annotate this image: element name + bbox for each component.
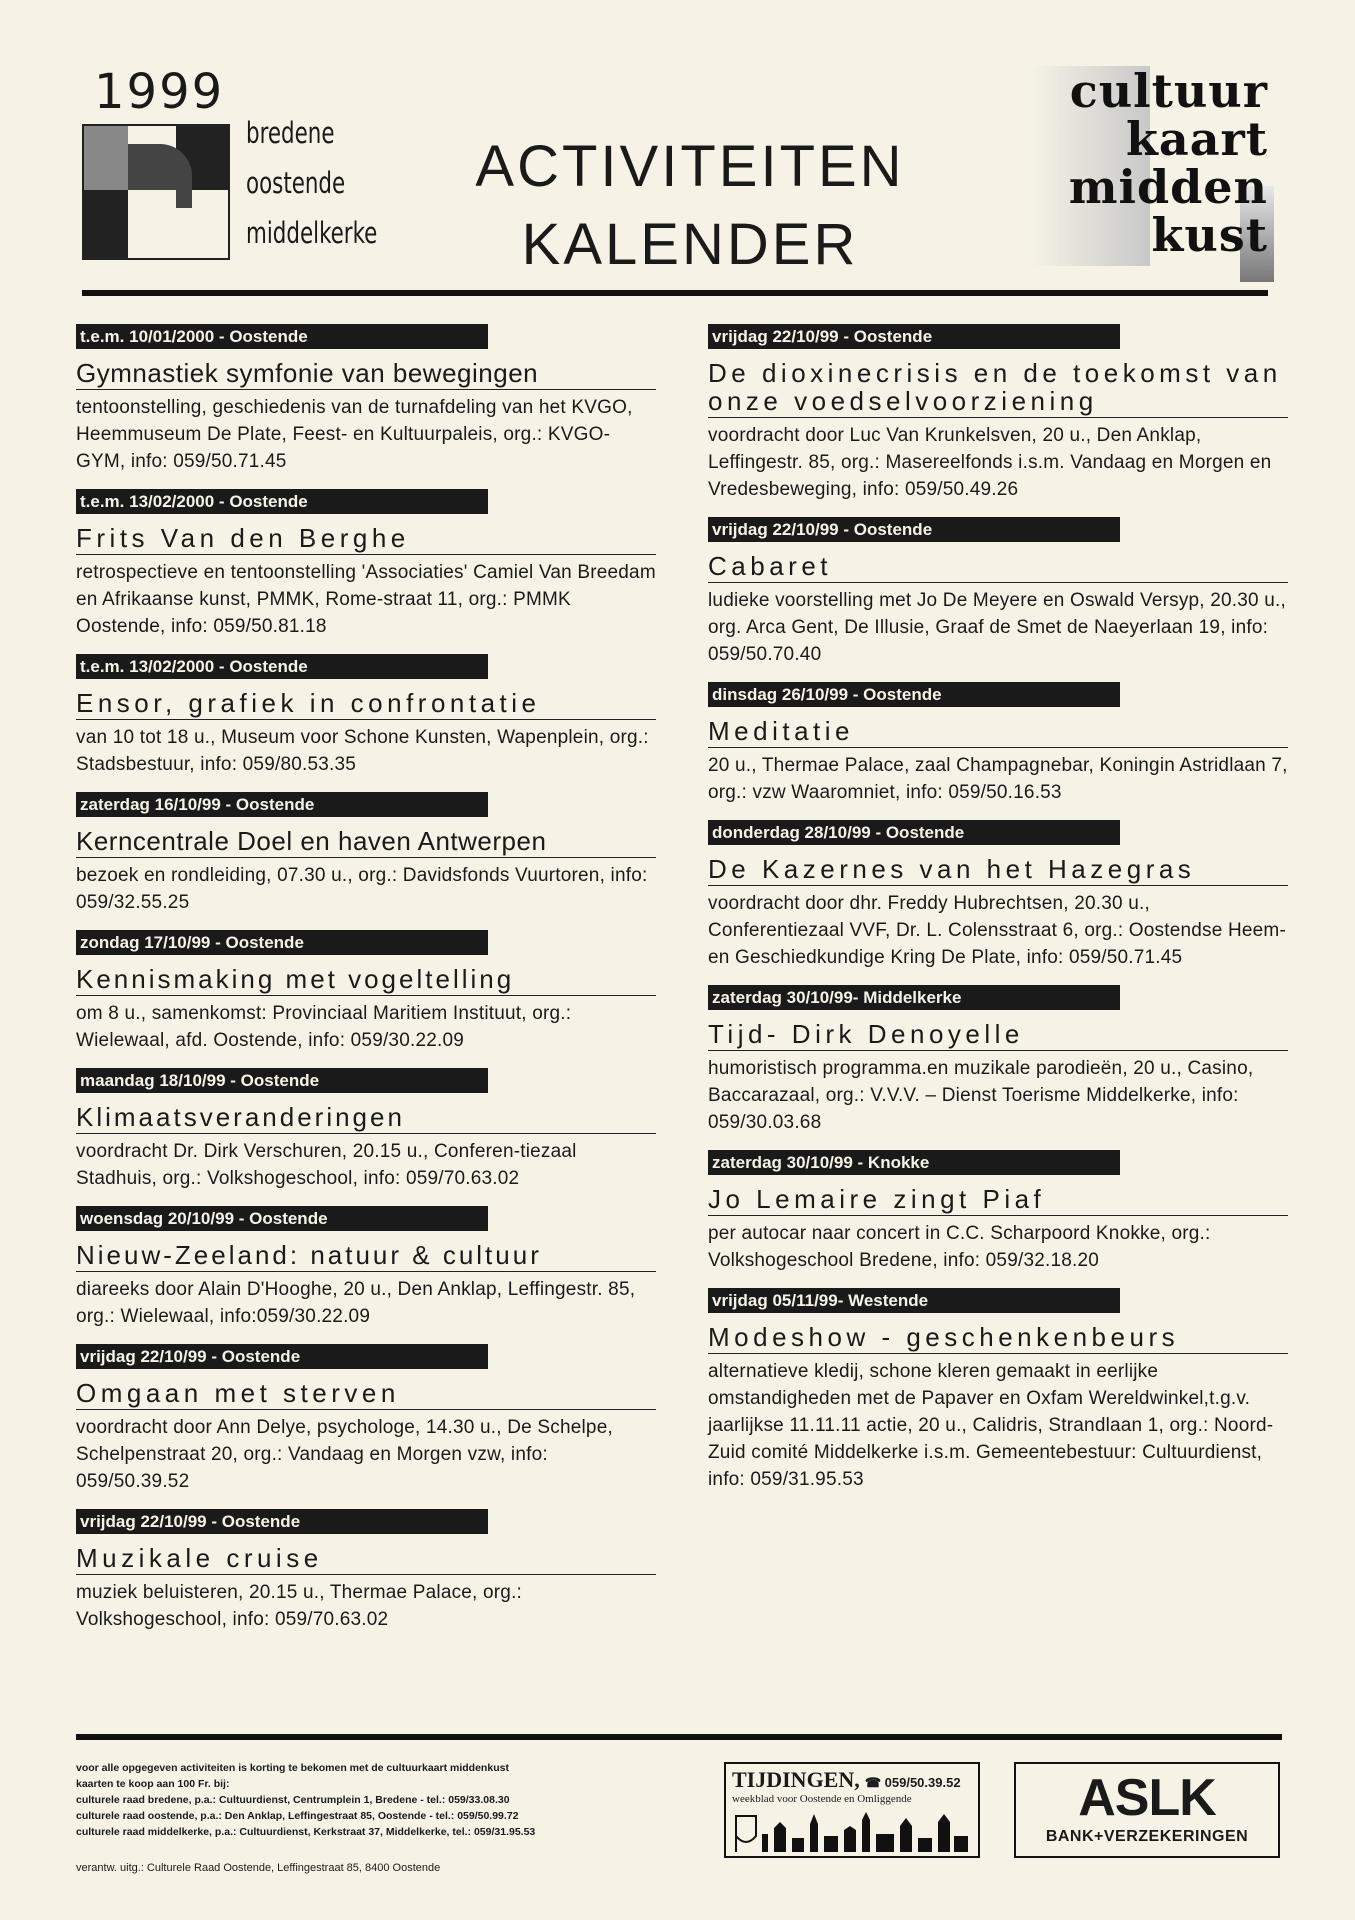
event-date: woensdag 20/10/99 - Oostende [76, 1206, 488, 1231]
logo-word: cultuur [1069, 64, 1268, 118]
event-title: Jo Lemaire zingt Piaf [708, 1185, 1288, 1216]
event-title: Kerncentrale Doel en haven Antwerpen [76, 827, 656, 858]
event-item [76, 324, 656, 475]
tijdingen-phone: ☎ 059/50.39.52 [864, 1775, 961, 1790]
event-date: vrijdag 22/10/99 - Oostende [76, 1344, 488, 1369]
event-date: vrijdag 22/10/99 - Oostende [76, 1509, 488, 1534]
event-item [708, 820, 1288, 971]
event-description: per autocar naar concert in C.C. Scharpoord Knokke, org.: Volkshogeschool Bredene, info: 059/32.18.20 [708, 1223, 1211, 1271]
event-date: zaterdag 30/10/99- Middelkerke [708, 985, 1120, 1010]
event-date: vrijdag 05/11/99- Westende [708, 1288, 1120, 1313]
municipalities-list [246, 108, 377, 258]
municipality-name: middelkerke [246, 216, 378, 250]
event-item [708, 1288, 1288, 1493]
footer-line: voor alle opgegeven activiteiten is korting te bekomen met de cultuurkaart middenkust [76, 1762, 509, 1774]
event-title: Klimaatsveranderingen [76, 1103, 656, 1134]
event-description: voordracht door Luc Van Krunkelsven, 20 u., Den Anklap, Leffingestr. 85, org.: Masereelfonds i.s.m. Vandaag en Morgen en Vredesbeweging, info: 059/50.49.26 [708, 425, 1272, 500]
event-description: retrospectieve en tentoonstelling 'Associaties' Camiel Van Breedam en Afrikaanse kunst, PMMK, Rome-straat 11, org.: PMMK Oostende, info: 059/50.81.18 [76, 562, 656, 637]
event-title: Ensor, grafiek in confrontatie [76, 689, 656, 720]
title-line-1: ACTIVITEITEN [475, 134, 905, 199]
event-item [708, 985, 1288, 1136]
event-description: diareeks door Alain D'Hooghe, 20 u., Den Anklap, Leffingestr. 85, org.: Wielewaal, info:059/30.22.09 [76, 1279, 636, 1327]
event-title: Meditatie [708, 717, 1288, 748]
event-title: Gymnastiek symfonie van bewegingen [76, 359, 656, 390]
event-description: voordracht door Ann Delye, psychologe, 14.30 u., De Schelpe, Schelpenstraat 20, org.: Vandaag en Morgen vzw, info: 059/50.39.52 [76, 1417, 613, 1492]
event-date: maandag 18/10/99 - Oostende [76, 1068, 488, 1093]
event-description: 20 u., Thermae Palace, zaal Champagnebar, Koningin Astridlaan 7, org.: vzw Waaromniet, info: 059/50.16.53 [708, 755, 1288, 803]
event-title: De dioxinecrisis en de toekomst van onze voedselvoorziening [708, 359, 1288, 418]
event-title: Muzikale cruise [76, 1544, 656, 1575]
title-line-2: KALENDER [521, 212, 859, 277]
event-date: zaterdag 30/10/99 - Knokke [708, 1150, 1120, 1175]
logo-word: kaart [1126, 112, 1268, 166]
page-title [430, 128, 950, 284]
event-item [76, 654, 656, 778]
event-description: humoristisch programma.en muzikale parodieën, 20 u., Casino, Baccarazaal, org.: V.V.V. – Dienst Toerisme Middelkerke, info: 059/30.03.68 [708, 1058, 1254, 1133]
event-description: voordracht Dr. Dirk Verschuren, 20.15 u., Conferen-tiezaal Stadhuis, org.: Volkshogeschool, info: 059/70.63.02 [76, 1141, 577, 1189]
event-date: vrijdag 22/10/99 - Oostende [708, 324, 1120, 349]
event-description: ludieke voorstelling met Jo De Meyere en Oswald Versyp, 20.30 u., org. Arca Gent, De Illusie, Graaf de Smet de Naeyerlaan 19, info: 059/50.70.40 [708, 590, 1287, 665]
events-right-column [708, 324, 1288, 1507]
event-item [708, 517, 1288, 668]
logo-word: midden [1068, 160, 1268, 214]
event-title: Tijd- Dirk Denoyelle [708, 1020, 1288, 1051]
event-item [76, 1344, 656, 1495]
event-item [76, 792, 656, 916]
event-title: Omgaan met sterven [76, 1379, 656, 1410]
event-title: Cabaret [708, 552, 1288, 583]
event-item [708, 682, 1288, 806]
event-date: vrijdag 22/10/99 - Oostende [708, 517, 1120, 542]
event-description: van 10 tot 18 u., Museum voor Schone Kunsten, Wapenplein, org.: Stadsbestuur, info: 059/80.53.35 [76, 727, 649, 775]
event-item [708, 1150, 1288, 1274]
event-date: donderdag 28/10/99 - Oostende [708, 820, 1120, 845]
event-title: Modeshow - geschenkenbeurs [708, 1323, 1288, 1354]
event-date: zaterdag 16/10/99 - Oostende [76, 792, 488, 817]
event-title: Kennismaking met vogeltelling [76, 965, 656, 996]
event-date: dinsdag 26/10/99 - Oostende [708, 682, 1120, 707]
footer-divider [76, 1734, 1282, 1740]
event-date: t.e.m. 13/02/2000 - Oostende [76, 654, 488, 679]
event-title: Frits Van den Berghe [76, 524, 656, 555]
event-description: voordracht door dhr. Freddy Hubrechtsen, 20.30 u., Conferentiezaal VVF, Dr. L. Colensstraat 6, org.: Oostendse Heem- en Geschiedkundige Kring De Plate, info: 059/50.71.45 [708, 893, 1286, 968]
municipality-name: bredene [246, 116, 335, 150]
event-item [76, 930, 656, 1054]
event-item [76, 1509, 656, 1633]
footer-line: culturele raad bredene, p.a.: Cultuurdienst, Centrumplein 1, Bredene - tel.: 059/33.08.30 [76, 1794, 510, 1806]
footer-line: culturele raad middelkerke, p.a.: Cultuurdienst, Kerkstraat 37, Middelkerke, tel.: 059/31.95.53 [76, 1826, 536, 1838]
event-description: muziek beluisteren, 20.15 u., Thermae Palace, org.: Volkshogeschool, info: 059/70.63.02 [76, 1582, 523, 1630]
footer-line: kaarten te koop aan 100 Fr. bij: [76, 1778, 230, 1790]
skyline-icon [734, 1812, 970, 1852]
tijdingen-sponsor [724, 1762, 980, 1858]
event-description: om 8 u., samenkomst: Provinciaal Maritiem Instituut, org.: Wielewaal, afd. Oostende, info: 059/30.22.09 [76, 1003, 572, 1051]
region-logo-icon [82, 124, 230, 260]
tijdingen-name: TIJDINGEN, [732, 1767, 860, 1792]
footer-line: culturele raad oostende, p.a.: Den Anklap, Leffingestraat 85, Oostende - tel.: 059/50.99.72 [76, 1810, 519, 1822]
event-title: De Kazernes van het Hazegras [708, 855, 1288, 886]
tijdingen-tagline: weekblad voor Oostende en Omliggende [732, 1793, 912, 1805]
aslk-sponsor [1014, 1762, 1280, 1858]
event-date: t.e.m. 13/02/2000 - Oostende [76, 489, 488, 514]
events-left-column [76, 324, 656, 1647]
responsible-publisher: verantw. uitg.: Culturele Raad Oostende, Leffingestraat 85, 8400 Oostende [76, 1862, 441, 1874]
logo-word: kust [1151, 208, 1268, 262]
header-divider [82, 290, 1268, 296]
event-title: Nieuw-Zeeland: natuur & cultuur [76, 1241, 656, 1272]
municipality-name: oostende [246, 166, 346, 200]
event-date: t.e.m. 10/01/2000 - Oostende [76, 324, 488, 349]
event-item [76, 1206, 656, 1330]
event-date: zondag 17/10/99 - Oostende [76, 930, 488, 955]
event-description: bezoek en rondleiding, 07.30 u., org.: Davidsfonds Vuurtoren, info: 059/32.55.25 [76, 865, 648, 913]
aslk-tagline: BANK+VERZEKERINGEN [1045, 1828, 1249, 1845]
event-item [76, 489, 656, 640]
year-heading: 1999 [94, 64, 225, 120]
aslk-name: ASLK [1078, 1769, 1216, 1827]
cultuurkaart-logo [1030, 66, 1274, 282]
footer-info [76, 1760, 535, 1840]
event-item [76, 1068, 656, 1192]
event-item [708, 324, 1288, 503]
event-description: tentoonstelling, geschiedenis van de turnafdeling van het KVGO, Heemmuseum De Plate, Feest- en Kultuurpaleis, org.: KVGO-GYM, info: 059/50.71.45 [76, 397, 633, 472]
event-description: alternatieve kledij, schone kleren gemaakt in eerlijke omstandigheden met de Papaver en Oxfam Wereldwinkel,t.g.v. jaarlijkse 11.11.11 actie, 20 u., Calidris, Strandlaan 1, org.: Noord-Zuid comité Middelkerke i.s.m. Gemeentebestuur: Cultuurdienst, info: 059/31.95.53 [708, 1361, 1274, 1490]
